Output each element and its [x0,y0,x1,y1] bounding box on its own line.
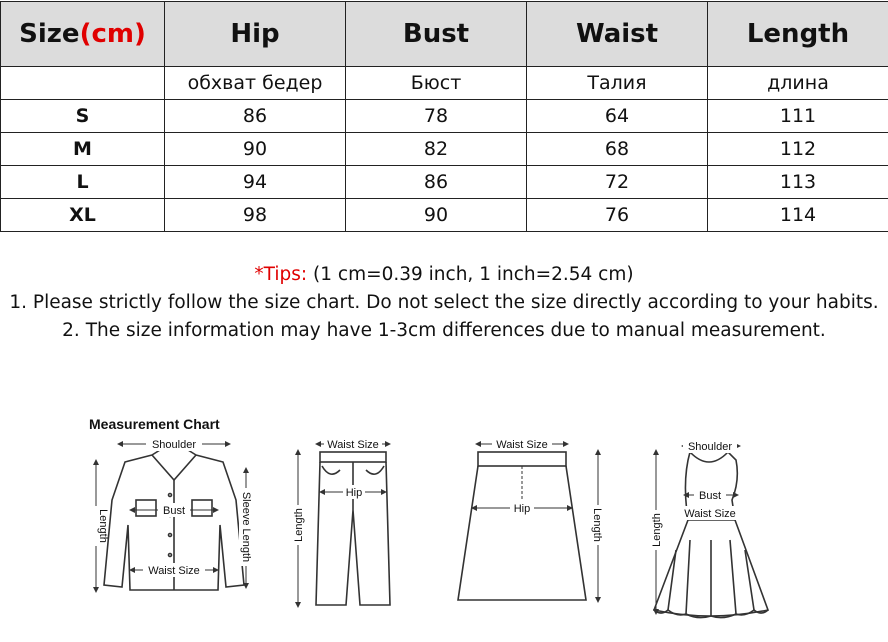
pants-figure [316,452,390,605]
subheader-waist: Талия [527,67,708,100]
cell-length: 114 [708,199,888,232]
skirt-waist-label: Waist Size [496,439,548,451]
shirt-waist-label: Waist Size [148,565,200,577]
cell-size: M [1,133,165,166]
skirt-hip-label: Hip [513,503,531,515]
subheader-hip: обхват бедер [165,67,346,100]
subheader-size-empty [1,67,165,100]
table-subheader-row [1,67,888,100]
header-hip: Hip [165,2,346,67]
table-row [1,133,888,166]
measurement-chart-title: Measurement Chart [89,416,220,432]
header-length: Length [708,2,888,67]
cell-length: 113 [708,166,888,199]
header-size [1,2,165,67]
dress-length-label: Length [651,513,663,547]
pants-hip-label: Hip [345,487,363,499]
shirt-bust-label: Bust [162,505,186,517]
table-row [1,100,888,133]
header-bust: Bust [346,2,527,67]
tips-label: *Tips: [254,264,308,285]
table-header-row [1,2,888,67]
cell-bust: 90 [346,199,527,232]
tip-line-1: 1. Please strictly follow the size chart. Do not select the size directly according to your habits. [9,292,879,313]
cell-hip: 98 [165,199,346,232]
subheader-bust: Бюст [346,67,527,100]
cell-bust: 86 [346,166,527,199]
tips-conversion [0,264,888,285]
cell-size: S [1,100,165,133]
cell-bust: 78 [346,100,527,133]
skirt-length-label: Length [591,508,603,542]
header-waist: Waist [527,2,708,67]
subheader-length: длина [708,67,888,100]
cell-hip: 94 [165,166,346,199]
header-size-label: Size [19,19,80,49]
cell-length: 112 [708,133,888,166]
table-row [1,166,888,199]
dress-measure-lines [656,446,738,612]
measurement-chart [0,400,888,642]
dress-waist-label: Waist Size [684,508,736,520]
pants-waist-label: Waist Size [327,439,379,451]
cell-hip: 90 [165,133,346,166]
shirt-sleeve-label: Sleeve Length [240,491,252,563]
tips-conversion-text: (1 cm=0.39 inch, 1 inch=2.54 cm) [307,264,634,285]
cell-hip: 86 [165,100,346,133]
skirt-measure-lines [474,444,598,600]
cell-waist: 64 [527,100,708,133]
cell-size: L [1,166,165,199]
cell-size: XL [1,199,165,232]
tip-line-2: 2. The size information may have 1-3cm differences due to manual measurement. [62,320,826,341]
dress-figure [654,452,768,618]
shirt-length-label: Length [97,509,109,543]
cell-waist: 76 [527,199,708,232]
table-row [1,199,888,232]
shirt-shoulder-label: Shoulder [151,439,197,451]
cell-length: 111 [708,100,888,133]
header-size-unit: (cm) [79,19,146,49]
dress-shoulder-label: Shoulder [687,441,733,453]
dress-bust-label: Bust [698,490,722,502]
size-table [0,1,888,232]
pants-length-label: Length [293,508,305,542]
cell-bust: 82 [346,133,527,166]
cell-waist: 72 [527,166,708,199]
cell-waist: 68 [527,133,708,166]
skirt-figure [458,452,586,600]
pants-measure-lines [298,444,388,605]
